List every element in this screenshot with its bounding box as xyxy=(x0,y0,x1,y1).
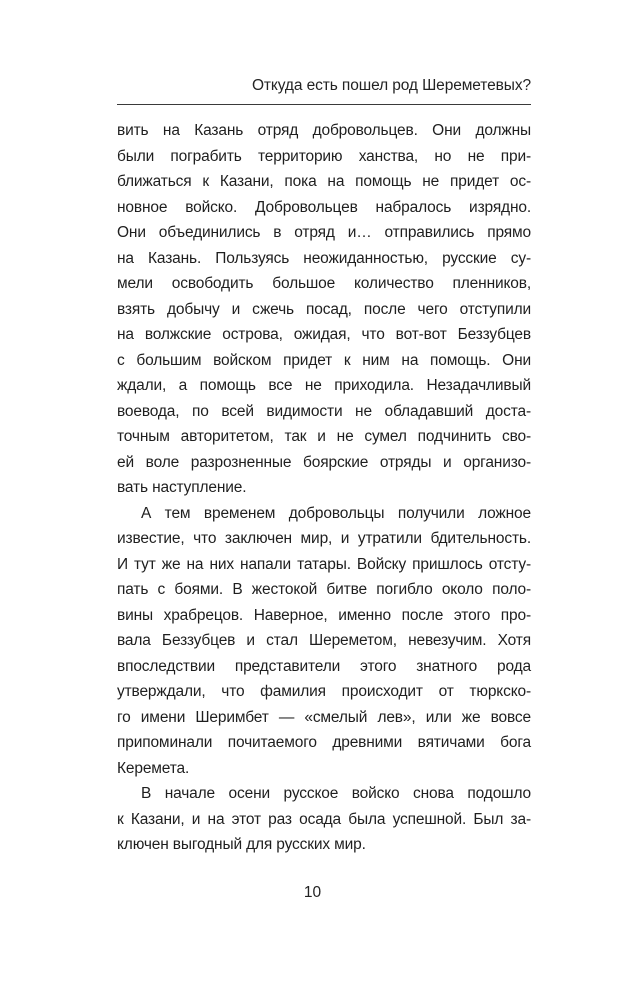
text-line: го имени Шеримбет — «смелый лев», или же вовсе xyxy=(117,708,531,726)
text-line: В начале осени русское войско снова подошло xyxy=(141,785,531,802)
text-line: известие, что заключен мир, и утратили бдительность. xyxy=(117,530,531,547)
text-line: И тут же на них напали татары. Войску пришлось отсту- xyxy=(117,555,531,573)
header-rule xyxy=(117,104,531,105)
text-line: вить на Казань отряд добровольцев. Они должны xyxy=(117,122,531,139)
text-line: Керемета. xyxy=(117,759,190,777)
page-number: 10 xyxy=(303,884,322,901)
text-line: к Казани, и на этот раз осада была успешной. Был за- xyxy=(117,810,531,828)
text-line: Они объединились в отряд и… отправились прямо xyxy=(117,224,531,241)
text-line: ждали, а помощь все не приходила. Незадачливый xyxy=(117,377,531,394)
text-line: ключен выгодный для русских мир. xyxy=(117,836,366,853)
text-line: припоминали почитаемого древними вятичами бога xyxy=(117,734,531,751)
text-line: новное войско. Добровольцев набралось изрядно. xyxy=(117,198,531,216)
text-line: ближаться к Казани, пока на помощь не придет ос- xyxy=(117,173,531,190)
text-line: воевода, по всей видимости не обладавший доста- xyxy=(117,402,531,420)
text-line: А тем временем добровольцы получили ложное xyxy=(141,504,531,522)
text-line: ей воле разрозненные боярские отряды и организо- xyxy=(117,453,531,471)
text-line: мели освободить большое количество пленников, xyxy=(117,275,531,292)
running-head: Откуда есть пошел род Шереметевых? xyxy=(251,77,531,94)
text-line: были пограбить территорию ханства, но не при- xyxy=(117,147,531,165)
body-text xyxy=(117,118,531,858)
text-line: вать наступление. xyxy=(117,479,247,496)
text-line: вала Беззубцев и стал Шереметом, невезучим. Хотя xyxy=(117,632,531,649)
text-line: вины храбрецов. Наверное, именно после этого про- xyxy=(117,606,531,624)
text-line: на Казань. Пользуясь неожиданностью, русские су- xyxy=(117,249,531,267)
paragraph-2 xyxy=(117,501,531,782)
text-line: пать с боями. В жестокой битве погибло около поло- xyxy=(117,581,531,598)
text-line: впоследствии представители этого знатного рода xyxy=(117,657,531,675)
text-line: на волжские острова, ожидая, что вот-вот Беззубцев xyxy=(117,326,531,343)
text-line: с большим войском придет к ним на помощь. Они xyxy=(117,351,531,369)
paragraph-3 xyxy=(117,781,531,858)
text-line: утверждали, что фамилия происходит от тюркско- xyxy=(117,683,531,700)
text-line: взять добычу и сжечь посад, после чего отступили xyxy=(117,300,531,318)
text-line: точным авторитетом, так и не сумел подчинить сво- xyxy=(117,428,531,445)
paragraph-1 xyxy=(117,118,531,501)
